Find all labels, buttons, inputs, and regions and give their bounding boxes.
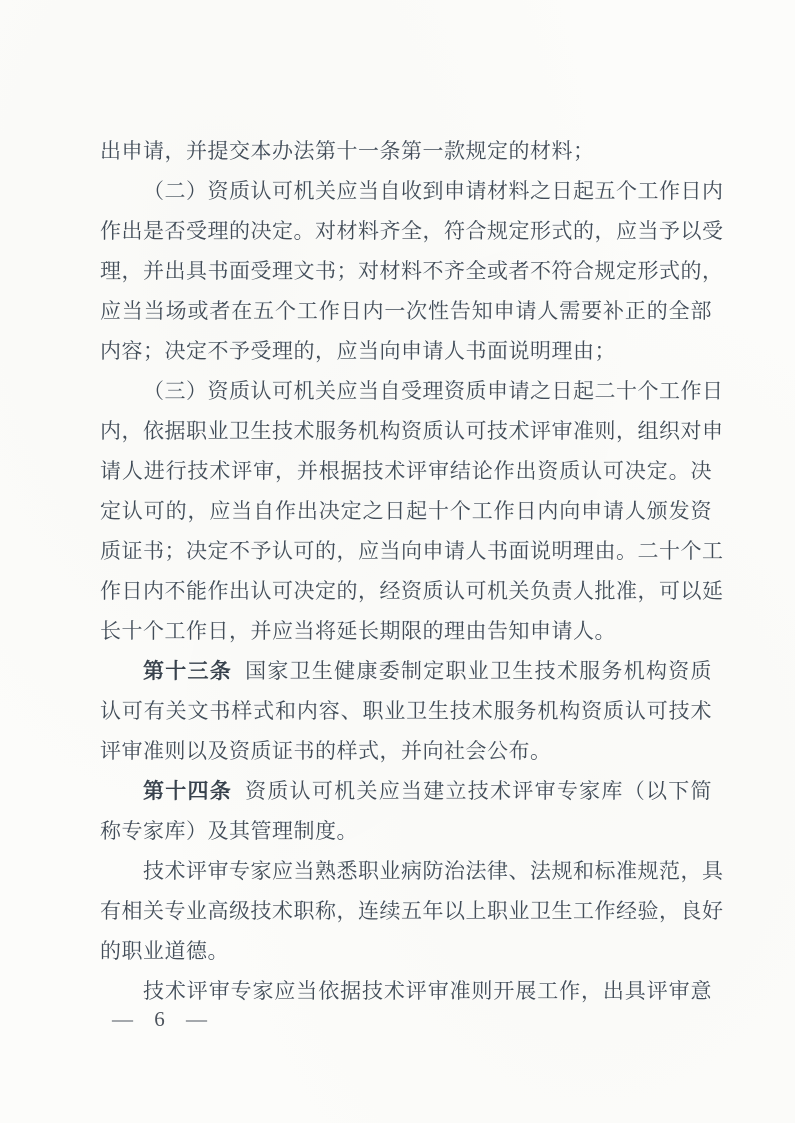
article-13-label: 第十三条 bbox=[143, 659, 233, 683]
text-line: （三）资质认可机关应当自受理资质申请之日起二十个工作日 bbox=[143, 379, 724, 403]
text-line-article-14 bbox=[100, 771, 712, 811]
page-number: — 6 — bbox=[112, 1007, 210, 1031]
text-line: 评审准则以及资质证书的样式，并向社会公布。 bbox=[100, 739, 552, 763]
text-line: 称专家库）及其管理制度。 bbox=[100, 819, 358, 843]
text-line: 请人进行技术评审，并根据技术评审结论作出资质认可决定。决 bbox=[100, 459, 712, 483]
text-line: 的职业道德。 bbox=[100, 939, 229, 963]
text-line: 理，并出具书面受理文书；对材料不齐全或者不符合规定形式的， bbox=[100, 259, 724, 283]
text-line: 技术评审专家应当熟悉职业病防治法律、法规和标准规范，具 bbox=[143, 859, 724, 883]
text-line-article-13 bbox=[100, 651, 712, 691]
text-line: 内容；决定不予受理的，应当向申请人书面说明理由； bbox=[100, 339, 616, 363]
text-line: 作出是否受理的决定。对材料齐全，符合规定形式的，应当予以受 bbox=[100, 219, 724, 243]
text-line: 质证书；决定不予认可的，应当向申请人书面说明理由。二十个工 bbox=[100, 539, 724, 563]
document-body bbox=[100, 131, 724, 1011]
text-line: 技术评审专家应当依据技术评审准则开展工作，出具评审意 bbox=[143, 979, 712, 1003]
text-line: 有相关专业高级技术职称，连续五年以上职业卫生工作经验，良好 bbox=[100, 899, 724, 923]
text-line: 定认可的，应当自作出决定之日起十个工作日内向申请人颁发资 bbox=[100, 499, 712, 523]
text-line: 长十个工作日，并应当将延长期限的理由告知申请人。 bbox=[100, 619, 616, 643]
text-line: 认可有关文书样式和内容、职业卫生技术服务机构资质认可技术 bbox=[100, 699, 712, 723]
text-line: 内，依据职业卫生技术服务机构资质认可技术评审准则，组织对申 bbox=[100, 419, 724, 443]
text-line: 应当当场或者在五个工作日内一次性告知申请人需要补正的全部 bbox=[100, 299, 712, 323]
article-13-text: 国家卫生健康委制定职业卫生技术服务机构资质 bbox=[245, 659, 713, 683]
article-14-text: 资质认可机关应当建立技术评审专家库（以下简 bbox=[245, 779, 713, 803]
text-line: （二）资质认可机关应当自收到申请材料之日起五个工作日内 bbox=[143, 179, 724, 203]
text-line: 作日内不能作出认可决定的，经资质认可机关负责人批准，可以延 bbox=[100, 579, 724, 603]
article-14-label: 第十四条 bbox=[143, 779, 233, 803]
text-line: 出申请，并提交本办法第十一条第一款规定的材料； bbox=[100, 139, 595, 163]
